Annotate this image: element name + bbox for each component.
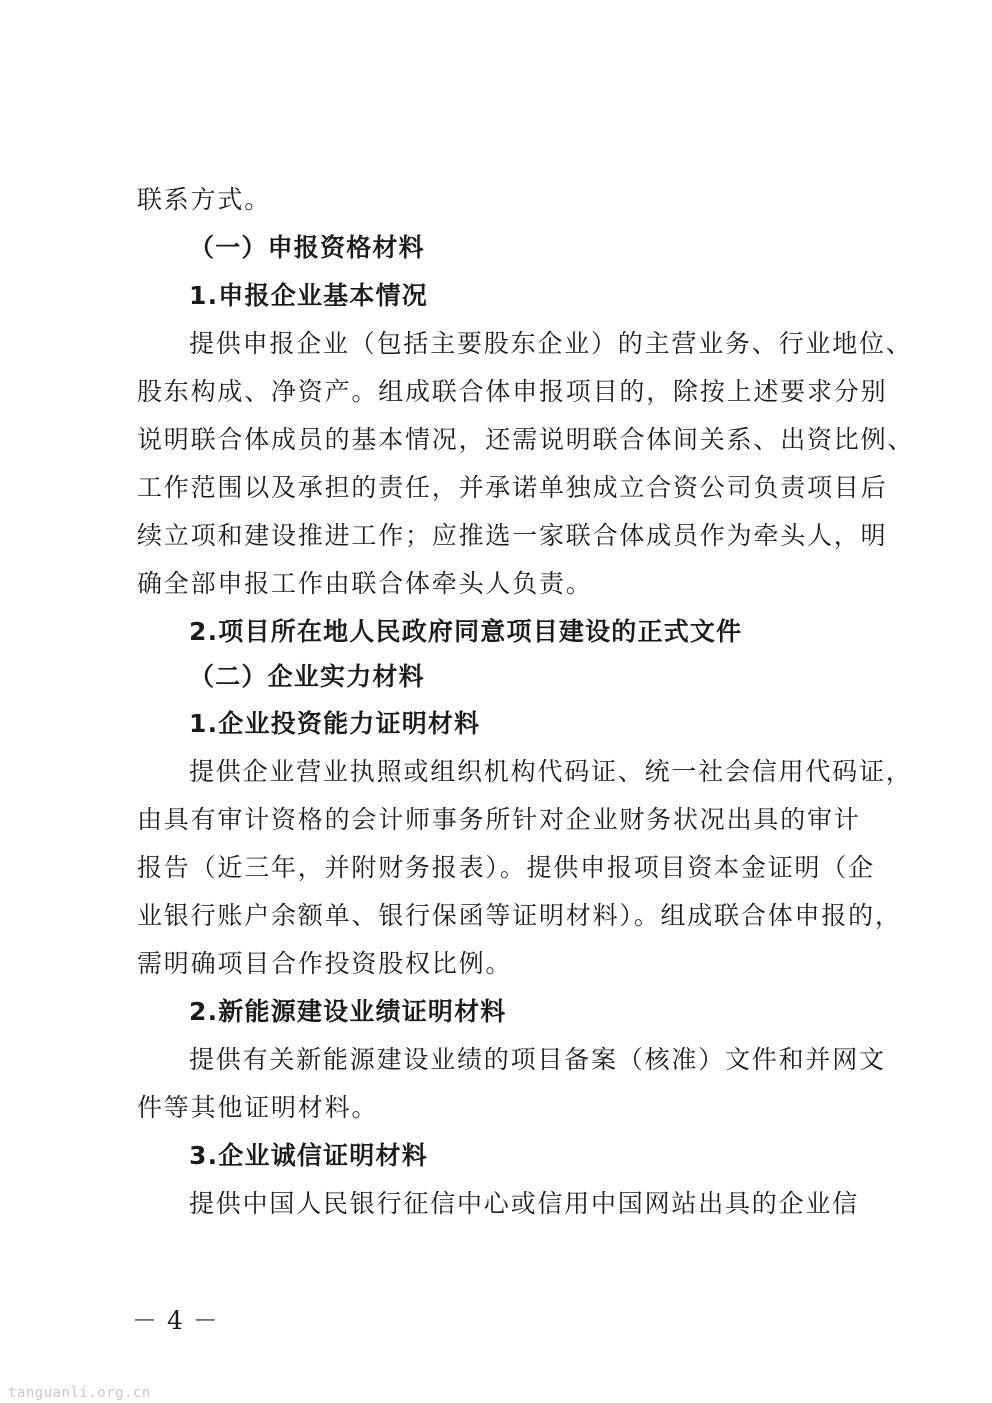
body-text-line: 续立项和建设推进工作；应推选一家联合体成员作为牵头人，明 <box>137 521 888 550</box>
body-text-line: 提供有关新能源建设业绩的项目备案（核准）文件和并网文 <box>189 1045 886 1074</box>
section-heading: （二）企业实力材料 <box>189 662 425 691</box>
body-text-line: 说明联合体成员的基本情况，还需说明联合体间关系、出资比例、 <box>137 425 915 454</box>
sub-heading: 2.项目所在地人民政府同意项目建设的正式文件 <box>189 617 743 646</box>
sub-heading: 1.企业投资能力证明材料 <box>189 709 481 738</box>
body-text-line: 股东构成、净资产。组成联合体申报项目的，除按上述要求分别 <box>137 377 888 406</box>
section-heading: （一）申报资格材料 <box>189 233 425 262</box>
body-text-line: 提供申报企业（包括主要股东企业）的主营业务、行业地位、 <box>189 329 913 358</box>
page-number: － 4 － <box>132 1306 219 1335</box>
body-text-line: 确全部申报工作由联合体牵头人负责。 <box>137 569 593 598</box>
body-text-line: 提供企业营业执照或组织机构代码证、统一社会信用代码证， <box>189 757 913 786</box>
body-text-line: 业银行账户余额单、银行保函等证明材料）。组成联合体申报的， <box>137 901 902 930</box>
body-text-line: 报告（近三年，并附财务报表）。提供申报项目资本金证明（企 <box>137 853 875 882</box>
body-text-line: 提供中国人民银行征信中心或信用中国网站出具的企业信 <box>189 1189 860 1218</box>
body-text-line: 由具有审计资格的会计师事务所针对企业财务状况出具的审计 <box>137 805 861 834</box>
body-text-line: 件等其他证明材料。 <box>137 1093 379 1122</box>
body-text-line: 联系方式。 <box>137 185 272 214</box>
body-text-line: 工作范围以及承担的责任，并承诺单独成立合资公司负责项目后 <box>137 473 888 502</box>
sub-heading: 2.新能源建设业绩证明材料 <box>189 997 507 1026</box>
body-text-line: 需明确项目合作投资股权比例。 <box>137 949 513 978</box>
sub-heading: 3.企业诚信证明材料 <box>189 1141 428 1170</box>
sub-heading: 1.申报企业基本情况 <box>189 281 428 310</box>
watermark-text: tanguanli.org.cn <box>8 1385 151 1401</box>
